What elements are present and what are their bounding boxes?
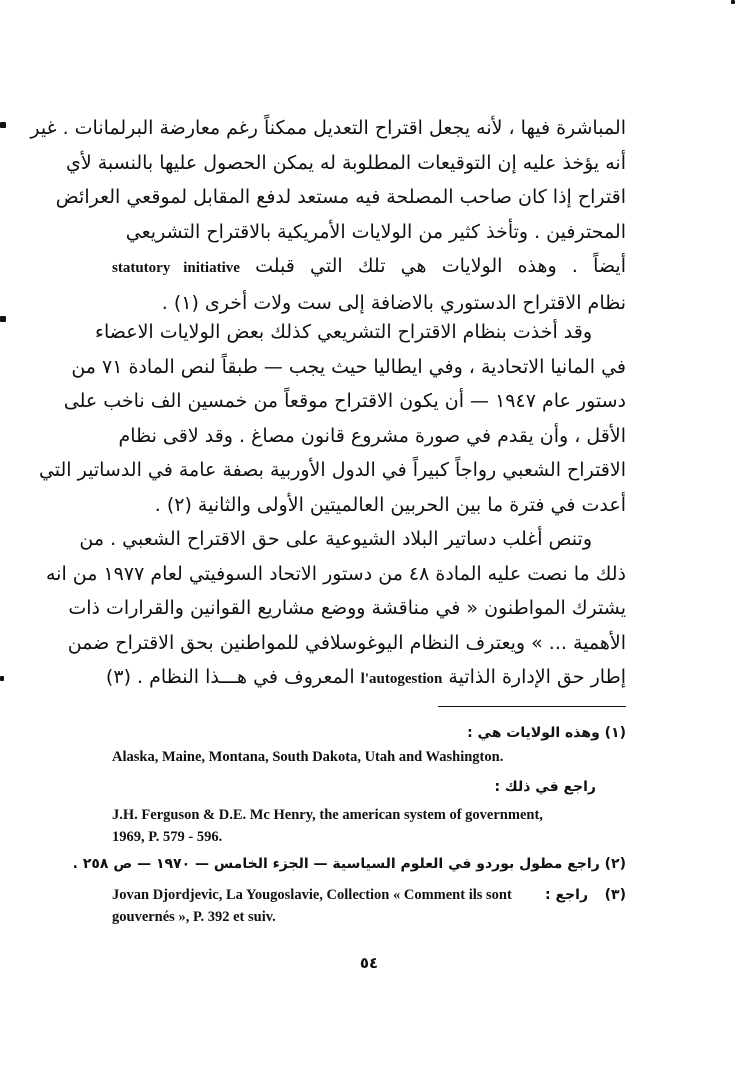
paragraph-1 bbox=[30, 111, 626, 320]
latin-term: l'autogestion bbox=[360, 671, 443, 687]
footnote-1-reference: J.H. Ferguson & D.E. Mc Henry, the american system of government, 1969, P. 579 - 596. bbox=[112, 807, 543, 845]
scan-mark bbox=[0, 122, 6, 128]
text-segment: أيضاً . وهذه الولايات هي تلك التي قبلت bbox=[255, 255, 626, 277]
text-line: يشترك المواطنون « في مناقشة ووضع مشاريع القوانين والقرارات ذات bbox=[68, 597, 626, 619]
paragraph-3 bbox=[45, 522, 626, 697]
text-line bbox=[112, 249, 626, 286]
text-line: ذلك ما نصت عليه المادة ٤٨ من دستور الاتحاد السوفيتي لعام ١٩٧٧ من انه bbox=[45, 562, 626, 585]
footnote-2: (٢) راجع مطول بوردو في العلوم السياسية — الجزء الخامس — ١٩٧٠ — ص ٢٥٨ . bbox=[72, 856, 626, 872]
text-line: الأهمية ... » ويعترف النظام اليوغوسلافي للمواطنين بحق الاقتراح ضمن bbox=[67, 631, 626, 654]
footnote-1-states: Alaska, Maine, Montana, South Dakota, Utah and Washington. bbox=[112, 749, 504, 765]
text-line: نظام الاقتراح الدستوري بالاضافة إلى ست ولات أخرى (١) . bbox=[161, 291, 626, 314]
footnote-3-reference: Jovan Djordjevic, La Yougoslavie, Collection « Comment ils sont gouvernés », P. 392 et suiv. bbox=[112, 887, 512, 925]
footnote-1-heading: (١) وهذه الولايات هي : bbox=[467, 725, 626, 741]
text-segment: إطار حق الإدارة الذاتية bbox=[448, 666, 626, 688]
text-segment: المعروف في هـــذا النظام . (٣) bbox=[105, 666, 355, 688]
text-line: الاقتراح الشعبي رواجاً كبيراً في الدول الأوربية بصفة عامة في الدساتير التي bbox=[38, 459, 626, 481]
text-line: أعدت في فترة ما بين الحربين العالميتين الأولى والثانية (٢) . bbox=[154, 493, 626, 516]
scan-mark bbox=[0, 316, 6, 322]
footnote-1-ref-heading: راجع في ذلك : bbox=[494, 779, 596, 795]
text-line: المباشرة فيها ، لأنه يجعل اقتراح التعديل ممكناً رغم معارضة البرلمانات . غير bbox=[30, 117, 626, 139]
footnote-3-number: (٣) bbox=[604, 887, 626, 903]
footnote-3-label: راجع : bbox=[545, 887, 588, 903]
footnote-rule bbox=[438, 706, 626, 707]
text-line: اقتراح إذا كان صاحب المصلحة فيه مستعد لدفع المقابل لموقعي العرائض bbox=[55, 186, 626, 208]
footnote-3 bbox=[112, 884, 626, 930]
scan-mark bbox=[731, 0, 735, 4]
text-line: أنه يؤخذ عليه إن التوقيعات المطلوبة له يمكن الحصول عليها بالنسبة لأي bbox=[66, 151, 626, 174]
text-line bbox=[105, 660, 626, 697]
text-line: المحترفين . وتأخذ كثير من الولايات الأمريكية بالاقتراح التشريعي bbox=[125, 220, 626, 243]
text-line: دستور عام ١٩٤٧ — أن يكون الاقتراح موقعاً من خمسين الف ناخب على bbox=[63, 390, 626, 412]
text-line: وقد أخذت بنظام الاقتراح التشريعي كذلك بعض الولايات الاعضاء bbox=[95, 321, 592, 343]
scan-mark bbox=[0, 676, 4, 681]
latin-term: statutory initiative bbox=[112, 260, 240, 276]
page-number: ٥٤ bbox=[359, 954, 379, 972]
paragraph-2 bbox=[38, 315, 626, 522]
text-line: وتنص أغلب دساتير البلاد الشيوعية على حق الاقتراح الشعبي . من bbox=[79, 528, 592, 550]
text-line: الأقل ، وأن يقدم في صورة مشروع قانون مصاغ . وقد لاقى نظام bbox=[118, 424, 626, 447]
text-line: في المانيا الاتحادية ، وفي ايطاليا حيث يجب — طبقاً لنص المادة ٧١ من bbox=[71, 355, 626, 378]
